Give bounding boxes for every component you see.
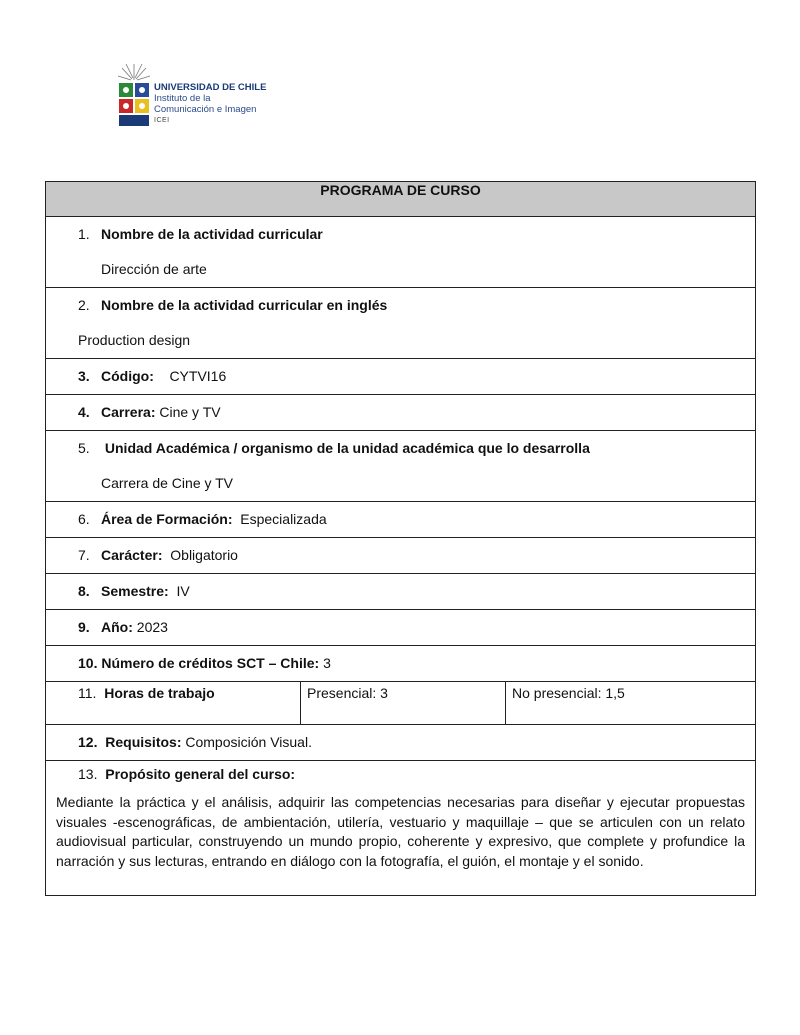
section-9-label: Año: [101, 619, 133, 635]
section-6-value: Especializada [240, 511, 327, 527]
section-5-row [46, 431, 756, 502]
section-1-row [46, 217, 756, 288]
section-4-value: Cine y TV [159, 404, 221, 420]
section-5-number: 5. [78, 440, 90, 456]
section-1-heading [56, 217, 745, 252]
section-4-row [46, 395, 756, 431]
section-5-value: Carrera de Cine y TV [101, 475, 234, 491]
section-2-heading [56, 288, 745, 323]
section-9-number: 9. [78, 619, 90, 635]
institute-line-2: Comunicación e Imagen [154, 104, 257, 115]
institute-line-1: Instituto de la [154, 93, 211, 104]
section-8-row [46, 574, 756, 610]
section-8-value: IV [176, 583, 190, 599]
section-11-number: 11. [78, 685, 97, 701]
section-7-number: 7. [78, 547, 90, 563]
section-3-label: Código: [101, 368, 154, 384]
section-11-presencial: Presencial: 3 [307, 685, 388, 701]
section-4-label: Carrera: [101, 404, 156, 420]
section-5-label: Unidad Académica / organismo de la unidad académica que lo desarrolla [104, 440, 590, 456]
section-3-number: 3. [78, 368, 90, 384]
university-seal-icon [116, 62, 152, 128]
section-3-row [46, 359, 756, 395]
section-7-value: Obligatorio [170, 547, 238, 563]
section-7-label: Carácter: [101, 547, 163, 563]
section-2-label: Nombre de la actividad curricular en inglés [101, 297, 388, 313]
section-12-label: Requisitos: [105, 734, 182, 750]
section-3-value: CYTVI16 [169, 368, 227, 384]
section-6-number: 6. [78, 511, 90, 527]
section-1-label: Nombre de la actividad curricular [101, 226, 323, 242]
section-13-label: Propósito general del curso: [105, 766, 296, 782]
course-program-table [45, 181, 756, 896]
university-name: UNIVERSIDAD DE CHILE [154, 82, 267, 93]
section-4-number: 4. [78, 404, 90, 420]
table-header-row [46, 182, 756, 217]
university-logo [116, 62, 276, 128]
section-11-no-presencial: No presencial: 1,5 [512, 685, 625, 701]
section-8-number: 8. [78, 583, 90, 599]
section-10-row [46, 646, 756, 682]
section-11-row [46, 682, 756, 725]
section-5-heading [56, 431, 745, 466]
section-12-value: Composición Visual. [185, 734, 312, 750]
section-10-label: Número de créditos SCT – Chile: [101, 655, 320, 671]
section-7-row [46, 538, 756, 574]
section-1-value: Dirección de arte [101, 261, 207, 277]
section-2-row [46, 288, 756, 359]
section-2-number: 2. [78, 297, 90, 313]
section-10-value: 3 [323, 655, 331, 671]
section-13-number: 13. [78, 766, 98, 782]
section-2-value: Production design [78, 332, 191, 348]
section-13-row [46, 761, 756, 896]
section-12-row [46, 725, 756, 761]
section-1-number: 1. [78, 226, 90, 242]
section-12-number: 12. [78, 734, 98, 750]
section-11-label: Horas de trabajo [104, 685, 215, 701]
section-8-label: Semestre: [101, 583, 169, 599]
section-6-label: Área de Formación: [101, 511, 233, 527]
section-6-row [46, 502, 756, 538]
section-10-number: 10. [78, 655, 98, 671]
section-13-value: Mediante la práctica y el análisis, adquirir las competencias necesarias para diseñar y ejecutar propuestas visuales -escenográficas, de ambientación, utilería, vestuario y maquillaje – que se articulen con un relato audiovisual particular, construyendo un mundo propio, coherente y expresivo, que complete y profundice la narración y sus lecturas, entrando en diálogo con la fotografía, el guión, el montaje y el sonido. [56, 794, 745, 869]
institute-abbrev: ICEI [154, 117, 170, 124]
table-title: PROGRAMA DE CURSO [46, 182, 756, 217]
section-9-row [46, 610, 756, 646]
section-9-value: 2023 [136, 619, 168, 635]
